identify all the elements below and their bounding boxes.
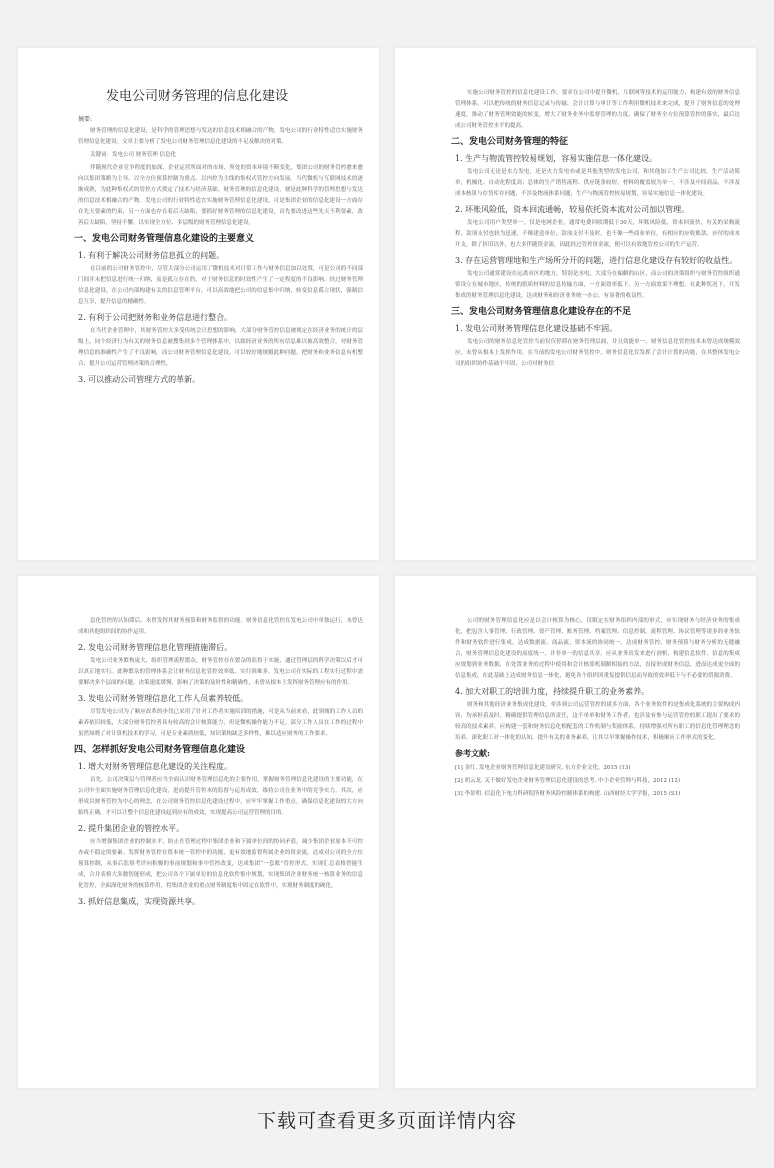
document-page-3 [18,576,379,1088]
paragraph-2-2: 发电公司用户类型单一，仅是电网企业，通常电费回收期低于30天，坏账风险低，资本回流快，有关的采购流程、款项支付也较为迅速，不像建造单位，款项支付不及时。也不像一些商业单位，有相应的应收账款、应付的成本开支，除了折旧以外，也大多伴随资金流，因此经过管控资金流，便可以有效地管控公司的生产运营。 [455,220,740,248]
paragraph-4-1: 首先，公司决策层与管理者应当全面认识财务管理信息化的主要作用，掌握财务管理信息化建设的主要功能，在公司中全面实施财务管理信息化建设，进而提升管控本的监督与运用成效，维持公司在业务中的竞争实力。其次，应形成以财务管控为中心的理念，在公司财务管控信息化建设过程中，应牢牢掌握工作重点，确保信息化建设的大方向始终正确，才可以让整个信息化建设起到应有的成效，实现提高公司运营管理的目的。 [78,777,363,816]
subheading-2-2: 2. 坏账风险低，资本回流通畅，较易依托资本流对公司加以管理。 [455,205,690,214]
paragraph-3-2: 发电公司业务繁构庞大，组织管理流程繁杂，财务管控存在繁杂的监督于实施，通过管理层的科学决策以后才可以真正地实行。此种繁杂的管理体系会让财务信息化管控效率低。实行困难多，发电公司在实际的工程实行过程中需要解决多个层面的问题，决策速度缓慢，影响了决策的及时性和精确性，未曾从根本上发挥财务管理应有的作用。 [78,658,363,686]
reference-item: [3] 李景明. 信息化下电力科研院所财务风险控制体系的构建. 山西财经大学学报，2015 (S1) [455,791,681,797]
subheading-1-2: 2. 有利于公司把财务和业务信息进行整合。 [78,313,233,322]
subheading-4-2: 2. 提升集团企业的管控水平。 [78,824,185,833]
section-heading-1: 一、发电公司财务管理信息化建设的主要意义 [74,234,255,244]
section-heading-3: 三、发电公司财务管理信息化建设存在的不足 [451,307,632,317]
subheading-3-3: 3. 发电公司财务管理信息化工作人员素养较低。 [78,694,249,703]
paragraph-1-1: 在目前的公司财务管控中，尽管大部分公司运用了微机技术对日常工作与财务信息加以处置，可是公司的不同部门间并未把信息进行统一归纳，而是孤立存在的，对于财务信息的时效性产生了一定程度的不良影响。经过财务管理信息化建设，在公司内部构建有关的信息管理平台，可以高效地把公司的信息集中归纳，转变信息孤立现状，强制信息互享，提升信息的精确性。 [78,266,363,305]
subheading-4-4: 4. 加大对职工的培训力度，持续提升职工的业务素养。 [455,687,650,696]
reference-item: [1] 金红. 发电企业财务管理信息化建设研究. 东方企业文化，2015 (13) [455,765,631,771]
paragraph-4-4: 财务和其他经济业务集成化建设，牵涉到公司运营管控的诸多方面，各个业务软件的是集成化系统的主要构成内容，均承担着及时、精确提供管理信息的责任，这不单单和财务工作者，也涉及有参与运营管控的职工提出了要求的较高的技术素养，应构建一套和财务信息化相配套的工作机制与奖励体系，持续增强对所有职工的信息化管理理念的培养，深化职工对一体化的认知，提升有关的业务素养，让其尽早掌握操作技术，积极顺应工作形式的变化。 [455,702,740,741]
subheading-1-3: 3. 可以推动公司管理方式的革新。 [78,375,201,384]
section-heading-4: 四、怎样抓好发电公司财务管理信息化建设 [74,745,246,755]
subheading-2-3: 3. 存在运营管理地和生产场所分开的问题，进行信息化建设存有较好的收益性。 [455,256,738,265]
paragraph-2-0: 实施公司财务管控的信息化建设工作，要求在公司中提升微机、互联网等技术的运用能力，构建有效的财务信息管理体系，可以把传统的财务信息记录与传输、会计计算与审计等工作利用微机技术来完成，提升了财务信息的处理速度，推动了财务管理效能的转变，增大了财务业务中监督管理的力度，确保了财务全方位预算管控的落实，最后达成公司财务管控水平的提高。 [455,90,740,129]
abstract-label: 摘要: [78,116,93,123]
paragraph-2-1: 发电公司无论是水力发电，还是火力发电亦或是其他类型的发电公司，和其他加工生产公司比较，生产活动简单，机械化、自动化程度高；总体的生产销售流程、供应链条较短，材料的覆盖较为单一，不涉及中间商品，不涉及成本核算与存货库存问题，不涉及物流体系问题；生产与物流管控较易规划，容易实施信息一体化建设。 [455,169,740,197]
subheading-3-1: 1. 发电公司财务管理信息化建设基础不牢固。 [455,324,618,333]
keywords: 关键词：发电公司 财务管理 信息化 [90,152,176,158]
subheading-1-1: 1. 有利于解决公司财务信息孤立的问题。 [78,251,225,260]
document-title: 发电公司财务管理的信息化建设 [106,89,289,104]
subheading-4-3: 3. 抓好信息集成，实现资源共享。 [78,897,201,906]
intro-paragraph: 伴随现代企业竞争程度的加深，企业运营所面对的市场、所处的资本环境不断变化，集团公司的财务管控愈来愈向以集团策略为主导、以全方位预算控制为重点、以内控为主线的集权式管控方向发展。当代微机与互联网技术的逐渐成熟，为此种集权式的管控方式奠定了技术与经济基础。财务管理的信息化建设，便是此种科学的管理思想与发达的信息技术相融合的产物。发电公司的行业特性适宜实施财务管理信息化建设，可是集团企业的信息化建设一方面存在先天要素的约束，另一方面也存在着后天缺陷，要抓好财务管理的信息化建设，首先要改进这些先天不利要素，改善后天缺陷，坚持不懈，以实现全方位、多层级的财务管理信息化建设。 [78,165,363,226]
paragraph-3-1-cont: 息化管控的认知滞后，未曾发挥其财务预算和财务监督的功能。财务信息化管控在发电公司中单独运行，未曾达成和其他组织间的协作运用。 [78,618,363,635]
paragraph-4-2: 应当增强集团企业的控制水平，防止在管理过程中集团企业和下属单位间的协同矛盾，减少集团企业原本不可控亦或不稳定的要素。发挥财务管控在资本统一管控中的功能，更有效地监督所属企业的资金流，达成对公司的全方位预算控制，从事后监察考评向积极的事前规划和事中管控改变，达成集团“一套账”管控形式，实现汇总表格智能生成，合并表格大多数智能形成，把公司各个下属单位的信息化软件集中规划，实现集团企业财务统一核算业务的信息化管控，全面深化财务的核算作用，将集团企业的重点财务制度集中固定在软件中，实现财务制度的硬化。 [78,839,363,889]
download-more-prompt[interactable]: 下载可查看更多页面详情内容 [256,1110,517,1132]
paragraph-4-3: 公司的财务管理信息化应是以会计核算为核心，仅限定在财务组织内部的形式，应实现财务与经济业务的集成化，把包含人事管理、行政管理、资产管理、账务管理、档案管理、信息控制、流程管理、协议管理等诸多的业务软件和财务软件进行集成，达成数据流、商品流、资本流的协同统一，达成财务管控、财务预算与财务分析的无缝融合，财务管理信息化建设的高度统一，并非单一的信息共享。应从业务出发来进行剖析，构建信息软件。信息的集成应规划到业务数据，在处置业务的过程中使用和会计核算机制制相接的方法，直接形成财务信息，进而达成更全面的信息集成，在此基础上达成财务信息一体化，避免各个组织因重复提供信息而导致的效率低下与不必要的资源消费。 [455,618,740,679]
paragraph-1-2: 在当代企业管理中，其财务管控大多受传统会计思想的影响，大部分财务管控信息被规定在经济业务的统计的层级上，同个经济行为有关的财务信息被搜集到多个管理体系中，以致经济业务的所有信息难以被高效整合。对财务管理信息的准确性产生了不良影响。而公司财务管理信息化建设，可以较好地规避此种问题，把财务和业务信息有机整合，提升公司运营管理决策的合理性。 [78,328,363,367]
document-page-2 [395,48,756,560]
subheading-2-1: 1. 生产与物流管控较易规划，容易实施信息一体化建设。 [455,154,658,163]
paragraph-2-3: 发电公司通常建设在远离市区的地方，特别是水电，大部分在偏僻的山区，而公司的决策组织与财务管控组织通常设立在城市地区，传统的纸质材料的信息传输方面，一方面效率低下，另一方面效果不理想，在此种状况下，开发集成的财务管理信息化建设，达成财务和经济业务统一办公，有显著的收益性。 [455,271,740,299]
paragraph-3-3: 尽管发电公司为了顺应改革的步伐已采用了针对工作者实施培训的措施，可是从当前来看，此领域的工作人员的素养依旧较低，大部分财务管控者具有较高的会计核算能力，但是微机操作能力不足，部分工作人员在工作的过程中虽然知晓了对计算机技术的学习，可是专业素质较低，知识架构缺乏多样性，难以适应财务的工作要求。 [78,709,363,737]
reference-item: [2] 胡云龙. 关于做好发电企业财务管理信息化建设的思考. 中小企业管理与科技，2012 (12) [455,778,681,784]
subheading-3-2: 2. 发电公司财务管理信息化管理措施滞后。 [78,643,233,652]
references-title: 参考文献: [455,748,490,758]
paragraph-3-1: 发电公司的财务信息化管控当前仅仅停滞在财务管理层面，并且效能单一。财务信息化管控技术未曾达成规模效应，未曾从根本上发挥作用。在当前的发电公司财务管控中，财务信息化仅发挥了会计计算的功能，在其整体发电公司的组织协作基础不牢固，公司对财务信 [455,339,740,367]
document-page-4 [395,576,756,1088]
subheading-4-1: 1. 增大对财务管理信息化建设的关注程度。 [78,762,233,771]
document-page-1 [18,48,379,560]
section-heading-2: 二、发电公司财务管理的特征 [451,137,569,147]
abstract-text: 财务管理的信息化建设，是科学的管理思想与发达的信息技术相融合的产物。发电公司的行业特性适宜实施财务管理信息化建设。文章主要分析了发电公司财务管理信息化建设的不足及解决的对策。 [78,128,363,145]
